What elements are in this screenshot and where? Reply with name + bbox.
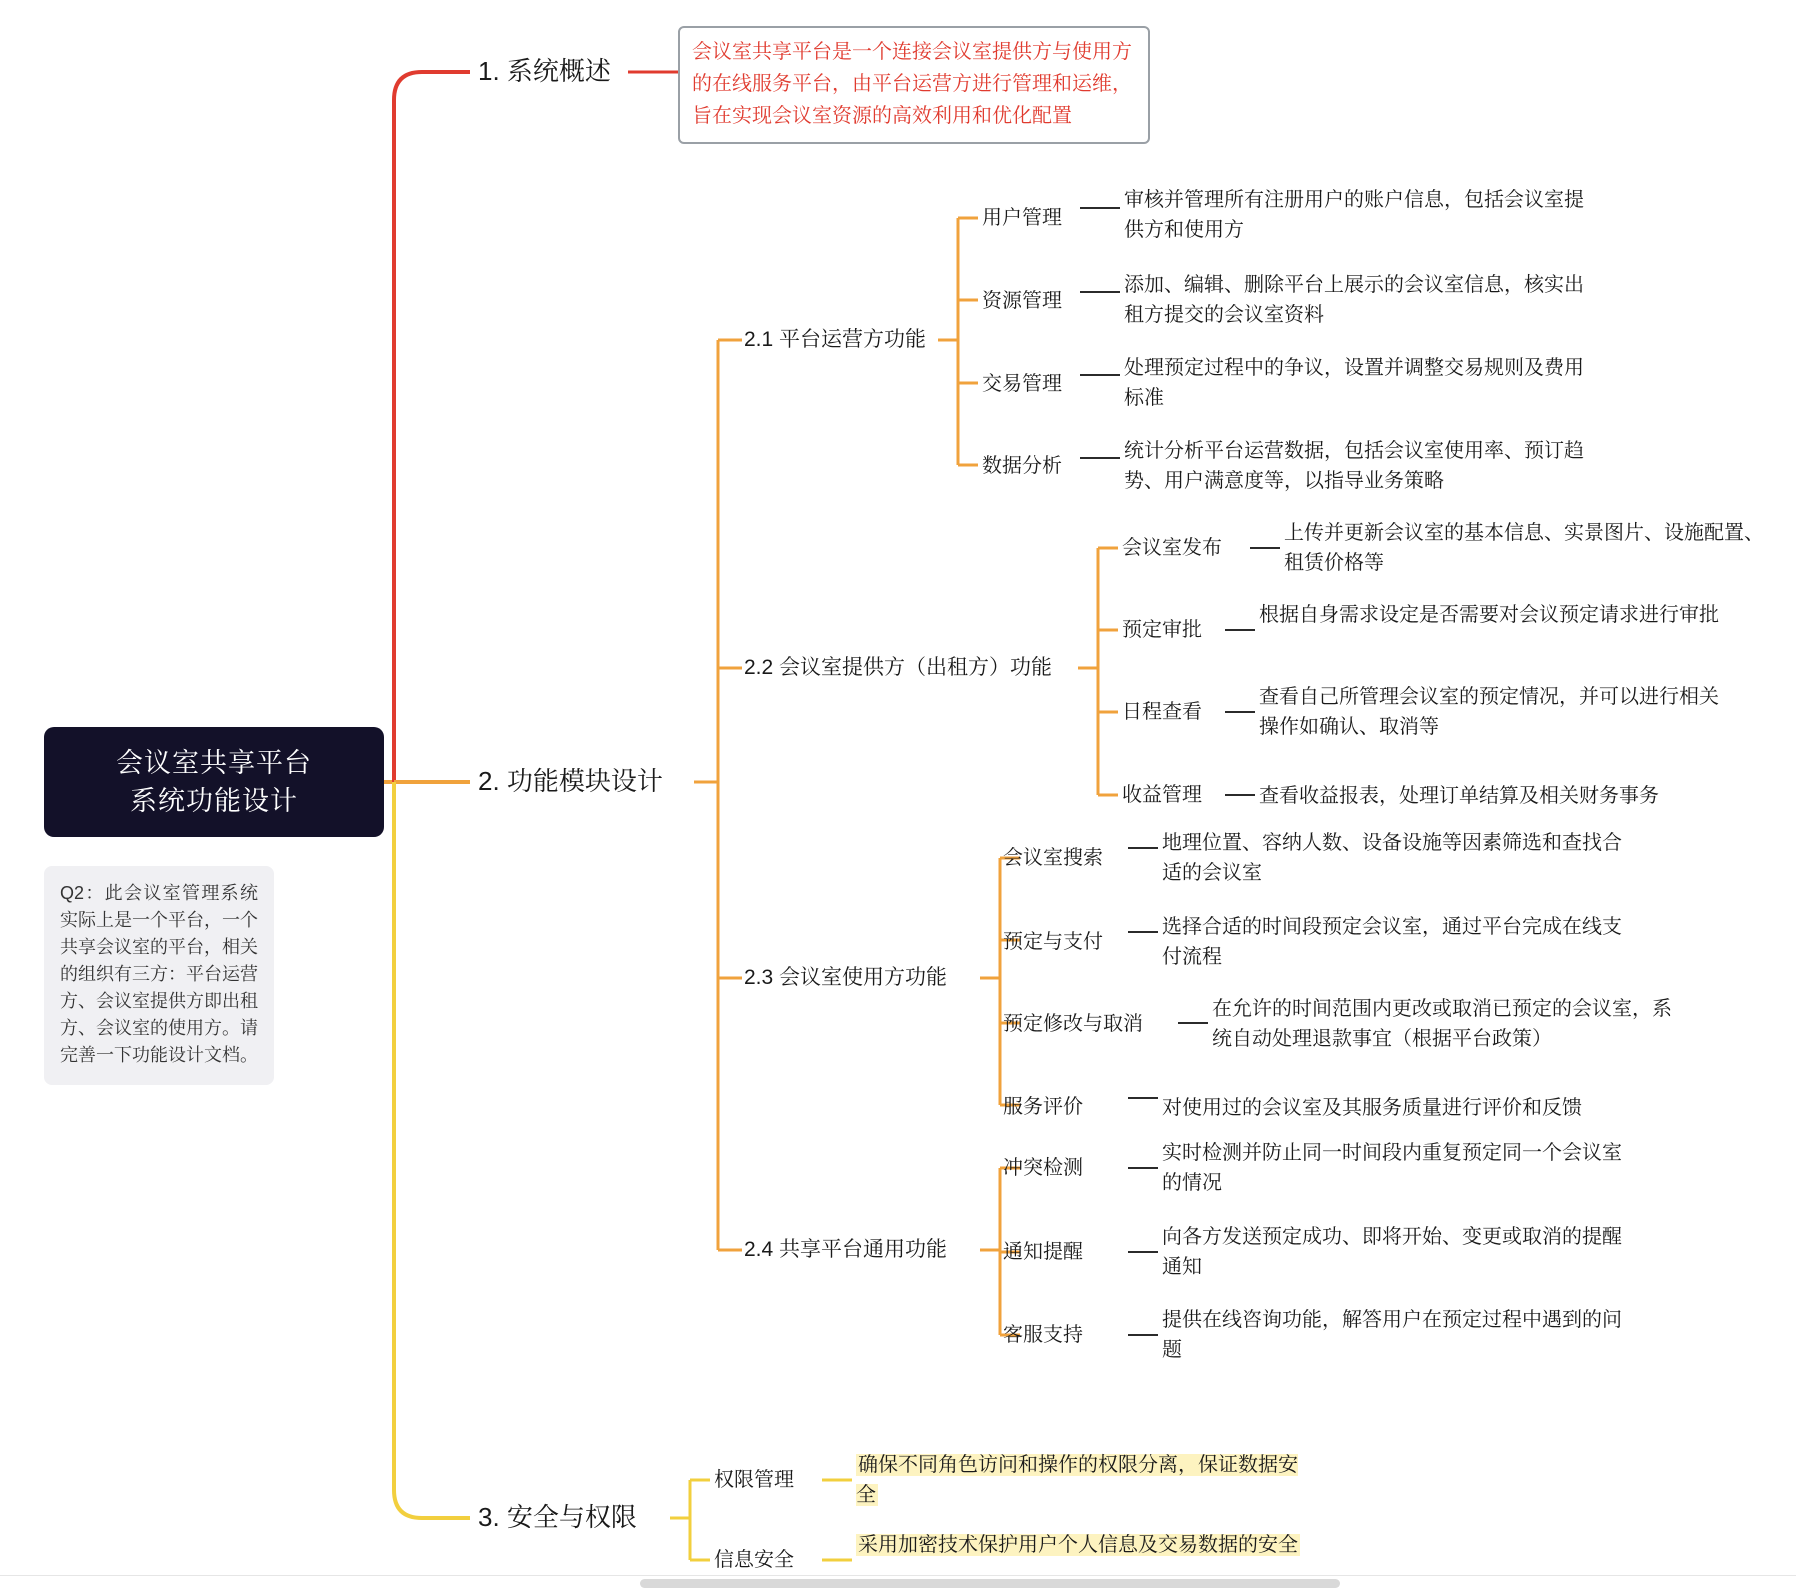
root-title-line1: 会议室共享平台 bbox=[116, 748, 312, 778]
item-2-4-3-title[interactable]: 客服支持 bbox=[1003, 1324, 1083, 1346]
item-2-2-4-desc: 查看收益报表，处理订单结算及相关财务事务 bbox=[1259, 785, 1659, 807]
root-node[interactable] bbox=[44, 727, 384, 837]
item-2-1-2-desc: 添加、编辑、删除平台上展示的会议室信息，核实出租方提交的会议室资料 bbox=[1124, 274, 1584, 326]
item-2-4-1-desc: 实时检测并防止同一时间段内重复预定同一个会议室的情况 bbox=[1162, 1142, 1622, 1194]
item-2-4-3-desc: 提供在线咨询功能，解答用户在预定过程中遇到的问题 bbox=[1162, 1309, 1622, 1361]
branch-2-label[interactable]: 2. 功能模块设计 bbox=[478, 766, 663, 796]
item-3-1-title[interactable]: 权限管理 bbox=[714, 1469, 794, 1491]
horizontal-scrollbar[interactable] bbox=[0, 1575, 1796, 1590]
item-2-3-3-title[interactable]: 预定修改与取消 bbox=[1003, 1013, 1143, 1035]
item-2-2-3-desc: 查看自己所管理会议室的预定情况，并可以进行相关操作如确认、取消等 bbox=[1259, 686, 1719, 738]
item-2-2-1-title[interactable]: 会议室发布 bbox=[1122, 537, 1222, 559]
section-2-3-label[interactable]: 2.3 会议室使用方功能 bbox=[744, 966, 948, 989]
item-2-3-3-desc: 在允许的时间范围内更改或取消已预定的会议室，系统自动处理退款事宜（根据平台政策） bbox=[1212, 998, 1672, 1050]
item-2-4-1-title[interactable]: 冲突检测 bbox=[1003, 1157, 1083, 1179]
item-2-2-4-title[interactable]: 收益管理 bbox=[1122, 784, 1202, 806]
section-2-4-label[interactable]: 2.4 共享平台通用功能 bbox=[744, 1238, 948, 1261]
branch-3-label[interactable]: 3. 安全与权限 bbox=[478, 1502, 637, 1532]
item-2-2-2-desc: 根据自身需求设定是否需要对会议预定请求进行审批 bbox=[1259, 604, 1719, 626]
item-2-2-1-desc: 上传并更新会议室的基本信息、实景图片、设施配置、租赁价格等 bbox=[1284, 522, 1764, 574]
system-overview-box: 会议室共享平台是一个连接会议室提供方与使用方的在线服务平台，由平台运营方进行管理和运维，旨在实现会议室资源的高效利用和优化配置 bbox=[678, 26, 1150, 144]
item-2-1-4-desc: 统计分析平台运营数据，包括会议室使用率、预订趋势、用户满意度等，以指导业务策略 bbox=[1124, 440, 1584, 492]
item-2-1-2-title[interactable]: 资源管理 bbox=[982, 290, 1062, 312]
item-2-3-1-title[interactable]: 会议室搜索 bbox=[1003, 847, 1103, 869]
root-title-line2: 系统功能设计 bbox=[130, 786, 298, 816]
item-2-3-4-desc: 对使用过的会议室及其服务质量进行评价和反馈 bbox=[1162, 1097, 1582, 1119]
item-2-3-2-title[interactable]: 预定与支付 bbox=[1003, 931, 1103, 953]
item-2-3-1-desc: 地理位置、容纳人数、设备设施等因素筛选和查找合适的会议室 bbox=[1162, 832, 1622, 884]
item-2-1-1-desc: 审核并管理所有注册用户的账户信息，包括会议室提供方和使用方 bbox=[1124, 189, 1584, 241]
item-3-2-desc-text: 采用加密技术保护用户个人信息及交易数据的安全 bbox=[858, 1534, 1298, 1556]
item-2-4-2-title[interactable]: 通知提醒 bbox=[1003, 1241, 1083, 1263]
item-2-1-3-desc: 处理预定过程中的争议，设置并调整交易规则及费用标准 bbox=[1124, 357, 1584, 409]
item-2-1-1-title[interactable]: 用户管理 bbox=[982, 207, 1062, 229]
section-2-2-label[interactable]: 2.2 会议室提供方（出租方）功能 bbox=[744, 656, 1053, 679]
item-2-3-2-desc: 选择合适的时间段预定会议室，通过平台完成在线支付流程 bbox=[1162, 916, 1622, 968]
item-2-2-2-title[interactable]: 预定审批 bbox=[1122, 619, 1202, 641]
item-3-2-desc bbox=[856, 1530, 1316, 1560]
item-2-3-4-title[interactable]: 服务评价 bbox=[1003, 1096, 1083, 1118]
scrollbar-thumb[interactable] bbox=[640, 1579, 1340, 1588]
item-2-1-3-title[interactable]: 交易管理 bbox=[982, 373, 1062, 395]
item-3-1-desc bbox=[856, 1450, 1316, 1510]
item-3-2-title[interactable]: 信息安全 bbox=[714, 1549, 794, 1571]
branch-1-label[interactable]: 1. 系统概述 bbox=[478, 56, 611, 86]
item-2-2-3-title[interactable]: 日程查看 bbox=[1122, 701, 1202, 723]
item-2-4-2-desc: 向各方发送预定成功、即将开始、变更或取消的提醒通知 bbox=[1162, 1226, 1622, 1278]
item-2-1-4-title[interactable]: 数据分析 bbox=[982, 455, 1062, 477]
section-2-1-label[interactable]: 2.1 平台运营方功能 bbox=[744, 328, 927, 351]
item-3-1-desc-text: 确保不同角色访问和操作的权限分离，保证数据安全 bbox=[856, 1454, 1298, 1506]
root-note: Q2：此会议室管理系统实际上是一个平台，一个共享会议室的平台，相关的组织有三方：平台运营方、会议室提供方即出租方、会议室的使用方。请完善一下功能设计文档。 bbox=[44, 866, 274, 1085]
